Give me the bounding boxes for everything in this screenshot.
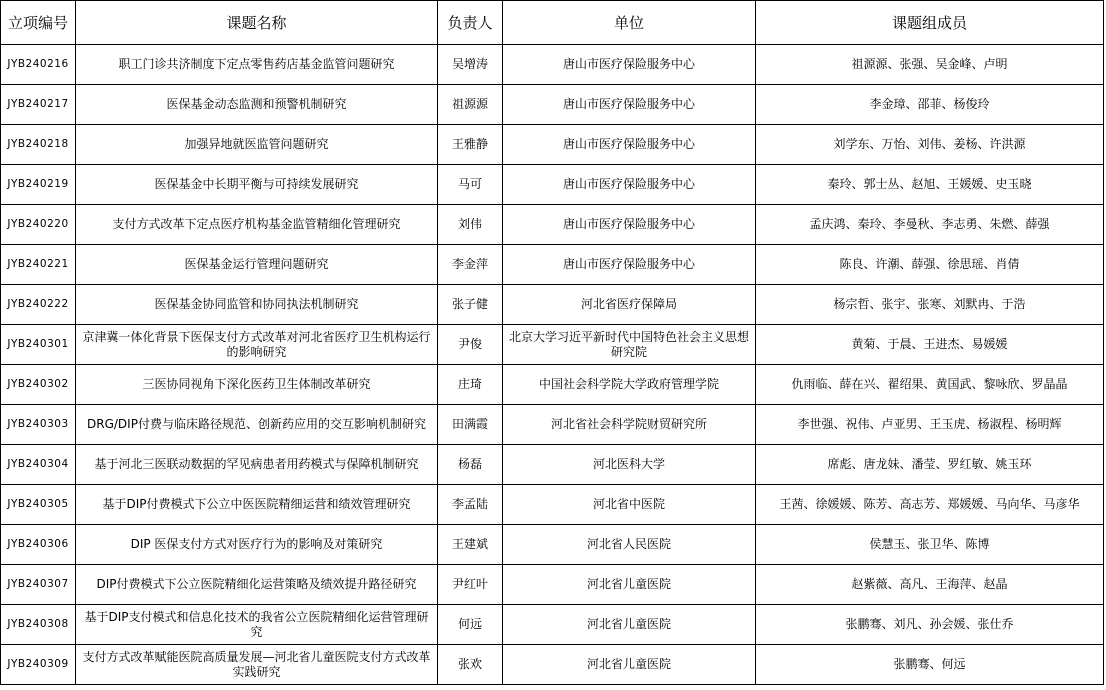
cell-code: JYB240308 <box>1 605 76 645</box>
cell-members: 杨宗哲、张宇、张寒、刘默冉、于浩 <box>756 285 1104 325</box>
cell-title: 职工门诊共济制度下定点零售药店基金监管问题研究 <box>76 45 438 85</box>
cell-unit: 唐山市医疗保险服务中心 <box>503 245 756 285</box>
cell-members: 张鹏骞、何远 <box>756 645 1104 685</box>
cell-code: JYB240220 <box>1 205 76 245</box>
table-row <box>1 165 1104 205</box>
cell-unit: 河北省儿童医院 <box>503 565 756 605</box>
cell-leader: 张欢 <box>438 645 503 685</box>
cell-code: JYB240309 <box>1 645 76 685</box>
cell-code: JYB240305 <box>1 485 76 525</box>
cell-title: 医保基金运行管理问题研究 <box>76 245 438 285</box>
table-row <box>1 605 1104 645</box>
table-row <box>1 525 1104 565</box>
cell-title: DIP付费模式下公立医院精细化运营策略及绩效提升路径研究 <box>76 565 438 605</box>
cell-members: 陈良、许潮、薛强、徐思瑶、肖倩 <box>756 245 1104 285</box>
cell-members: 孟庆鸿、秦玲、李曼秋、李志勇、朱燃、薛强 <box>756 205 1104 245</box>
table-row <box>1 325 1104 365</box>
header-row <box>1 1 1104 45</box>
cell-title: DIP 医保支付方式对医疗行为的影响及对策研究 <box>76 525 438 565</box>
header-title: 课题名称 <box>76 1 438 45</box>
table-row <box>1 245 1104 285</box>
cell-code: JYB240218 <box>1 125 76 165</box>
table-row <box>1 445 1104 485</box>
cell-leader: 王雅静 <box>438 125 503 165</box>
cell-members: 赵紫薇、高凡、王海萍、赵晶 <box>756 565 1104 605</box>
table-body <box>1 45 1104 685</box>
header-code: 立项编号 <box>1 1 76 45</box>
cell-members: 王茜、徐媛媛、陈芳、高志芳、郑媛媛、马向华、马彦华 <box>756 485 1104 525</box>
cell-code: JYB240222 <box>1 285 76 325</box>
table-row <box>1 205 1104 245</box>
table-row <box>1 405 1104 445</box>
cell-code: JYB240302 <box>1 365 76 405</box>
cell-unit: 唐山市医疗保险服务中心 <box>503 165 756 205</box>
table-row <box>1 645 1104 685</box>
table-row <box>1 485 1104 525</box>
cell-code: JYB240307 <box>1 565 76 605</box>
cell-code: JYB240306 <box>1 525 76 565</box>
cell-title: 支付方式改革赋能医院高质量发展—河北省儿童医院支付方式改革实践研究 <box>76 645 438 685</box>
cell-leader: 何远 <box>438 605 503 645</box>
header-leader: 负责人 <box>438 1 503 45</box>
cell-leader: 庄琦 <box>438 365 503 405</box>
cell-leader: 尹红叶 <box>438 565 503 605</box>
cell-title: DRG/DIP付费与临床路径规范、创新药应用的交互影响机制研究 <box>76 405 438 445</box>
cell-title: 加强异地就医监管问题研究 <box>76 125 438 165</box>
cell-members: 张鹏骞、刘凡、孙会媛、张仕乔 <box>756 605 1104 645</box>
cell-leader: 王建斌 <box>438 525 503 565</box>
cell-unit: 唐山市医疗保险服务中心 <box>503 205 756 245</box>
cell-members: 黄菊、于晨、王进杰、易媛媛 <box>756 325 1104 365</box>
cell-leader: 祖源源 <box>438 85 503 125</box>
cell-code: JYB240219 <box>1 165 76 205</box>
table-row <box>1 365 1104 405</box>
table-row <box>1 565 1104 605</box>
cell-members: 席彪、唐龙妹、潘莹、罗红敏、姚玉环 <box>756 445 1104 485</box>
table-row <box>1 85 1104 125</box>
cell-leader: 杨磊 <box>438 445 503 485</box>
cell-title: 医保基金中长期平衡与可持续发展研究 <box>76 165 438 205</box>
cell-code: JYB240303 <box>1 405 76 445</box>
cell-members: 刘学东、万怡、刘伟、姜杨、许洪源 <box>756 125 1104 165</box>
cell-code: JYB240217 <box>1 85 76 125</box>
cell-leader: 吴增涛 <box>438 45 503 85</box>
cell-title: 京津冀一体化背景下医保支付方式改革对河北省医疗卫生机构运行的影响研究 <box>76 325 438 365</box>
table-row <box>1 45 1104 85</box>
cell-unit: 河北省医疗保障局 <box>503 285 756 325</box>
cell-title: 基于DIP支付模式和信息化技术的我省公立医院精细化运营管理研究 <box>76 605 438 645</box>
cell-code: JYB240304 <box>1 445 76 485</box>
cell-unit: 河北省社会科学院财贸研究所 <box>503 405 756 445</box>
cell-members: 祖源源、张强、吴金峰、卢明 <box>756 45 1104 85</box>
cell-leader: 尹俊 <box>438 325 503 365</box>
cell-unit: 河北省中医院 <box>503 485 756 525</box>
cell-unit: 唐山市医疗保险服务中心 <box>503 45 756 85</box>
cell-code: JYB240216 <box>1 45 76 85</box>
cell-unit: 河北省儿童医院 <box>503 645 756 685</box>
cell-title: 三医协同视角下深化医药卫生体制改革研究 <box>76 365 438 405</box>
header-unit: 单位 <box>503 1 756 45</box>
cell-leader: 张子健 <box>438 285 503 325</box>
cell-unit: 河北省儿童医院 <box>503 605 756 645</box>
cell-unit: 河北省人民医院 <box>503 525 756 565</box>
cell-members: 李金璋、邵菲、杨俊玲 <box>756 85 1104 125</box>
cell-leader: 田满霞 <box>438 405 503 445</box>
table-row <box>1 125 1104 165</box>
cell-code: JYB240221 <box>1 245 76 285</box>
cell-unit: 北京大学习近平新时代中国特色社会主义思想研究院 <box>503 325 756 365</box>
cell-leader: 李金萍 <box>438 245 503 285</box>
cell-leader: 李孟陆 <box>438 485 503 525</box>
cell-members: 仇雨临、薛在兴、翟绍果、黄国武、黎咏欣、罗晶晶 <box>756 365 1104 405</box>
cell-leader: 马可 <box>438 165 503 205</box>
cell-members: 李世强、祝伟、卢亚男、王玉虎、杨淑程、杨明辉 <box>756 405 1104 445</box>
cell-unit: 唐山市医疗保险服务中心 <box>503 85 756 125</box>
cell-title: 基于DIP付费模式下公立中医医院精细运营和绩效管理研究 <box>76 485 438 525</box>
header-members: 课题组成员 <box>756 1 1104 45</box>
cell-code: JYB240301 <box>1 325 76 365</box>
cell-members: 侯慧玉、张卫华、陈博 <box>756 525 1104 565</box>
cell-unit: 唐山市医疗保险服务中心 <box>503 125 756 165</box>
cell-members: 秦玲、郭士丛、赵旭、王媛媛、史玉晓 <box>756 165 1104 205</box>
cell-title: 医保基金协同监管和协同执法机制研究 <box>76 285 438 325</box>
cell-title: 基于河北三医联动数据的罕见病患者用药模式与保障机制研究 <box>76 445 438 485</box>
cell-unit: 河北医科大学 <box>503 445 756 485</box>
table-row <box>1 285 1104 325</box>
cell-unit: 中国社会科学院大学政府管理学院 <box>503 365 756 405</box>
cell-title: 支付方式改革下定点医疗机构基金监管精细化管理研究 <box>76 205 438 245</box>
cell-title: 医保基金动态监测和预警机制研究 <box>76 85 438 125</box>
cell-leader: 刘伟 <box>438 205 503 245</box>
